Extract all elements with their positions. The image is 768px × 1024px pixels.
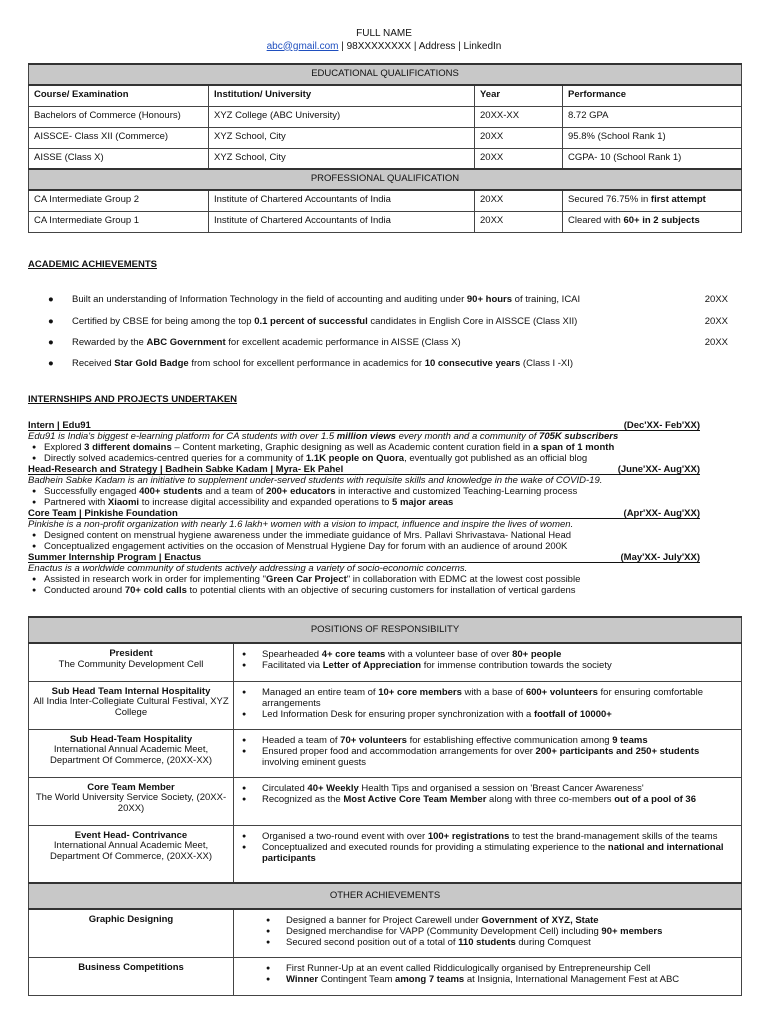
text-bold: 90+ members	[601, 926, 663, 937]
text-bold: 100+ registrations	[427, 830, 510, 842]
text: (Class I -XI)	[520, 358, 574, 369]
positions-section-header	[29, 617, 742, 643]
text-bold: 80+ people	[512, 649, 562, 660]
column-header: Institution/ University	[209, 85, 475, 106]
table-row	[29, 211, 742, 232]
table-row	[29, 148, 742, 169]
text-bold: 5 major areas	[392, 497, 454, 508]
bullet-icon: ●	[48, 337, 54, 348]
text: for establishing effective communication among	[406, 734, 613, 746]
text: Explored	[44, 442, 85, 453]
position-details	[234, 729, 742, 777]
role-dates: (May'XX- July'XX)	[620, 552, 700, 563]
position-title: Event Head- Contrivance	[74, 829, 188, 841]
internships-list	[28, 420, 700, 596]
text: candidates in English Core in AISSCE (Class XII)	[367, 316, 578, 327]
position-org: International Annual Academic Meet, Department Of Commerce, (20XX-XX)	[49, 840, 213, 863]
text: " in collaboration with EDMC at the lowest cost possible	[346, 574, 581, 585]
text: to test the brand-management skills of the teams	[509, 830, 718, 842]
text: every month and a community of	[395, 431, 540, 442]
text: Recognized as the	[262, 793, 344, 805]
contact-line	[0, 41, 768, 53]
professional-section-header	[29, 169, 742, 190]
list-item	[240, 831, 735, 842]
internship-point	[28, 585, 700, 596]
text: Contingent Team	[318, 973, 396, 985]
table-row	[29, 106, 742, 127]
achievement-year: 20XX	[704, 316, 728, 327]
position-title: President	[109, 648, 153, 659]
internship-point	[28, 497, 700, 508]
table-cell: CA Intermediate Group 1	[29, 211, 209, 232]
text-bold: Government of XYZ, State	[481, 915, 599, 926]
text: Rewarded by the	[72, 337, 147, 348]
position-row	[29, 681, 742, 729]
other-row	[29, 957, 742, 995]
list-item	[240, 649, 735, 660]
role-title: Head-Research and Strategy | Badhein Sabke Kadam | Myra- Ek Pahel	[28, 464, 344, 475]
text-bold: 0.1 percent of successful	[254, 316, 368, 327]
other-category: Business Competitions	[78, 961, 184, 973]
text-bold: 70+ volunteers	[340, 734, 407, 746]
text-bold: 10+ core members	[378, 686, 462, 698]
other-row	[29, 909, 742, 957]
position-row	[29, 825, 742, 883]
academic-achievements-title: ACADEMIC ACHIEVEMENTS	[28, 259, 157, 270]
position-title: Sub Head Team Internal Hospitality	[51, 685, 211, 697]
table-cell: 20XX	[475, 190, 563, 211]
text: during Comquest	[515, 937, 591, 948]
text: Headed a team of	[262, 734, 341, 746]
resume-header	[0, 0, 768, 52]
text: from school for excellent performance in academics for	[188, 358, 425, 369]
text: , eventually got published as an official blog	[404, 453, 588, 464]
other-title-cell	[29, 909, 234, 957]
text-bold: 200+ participants and 250+ students	[535, 745, 700, 757]
position-title: Core Team Member	[87, 781, 175, 793]
text: for excellent academic performance in AISSE (Class X)	[225, 337, 461, 348]
full-name: FULL NAME	[356, 28, 412, 39]
text: Conceptualized and executed rounds for providing a stimulating experience to the	[262, 841, 608, 853]
text-bold: Green Car Project	[265, 574, 347, 585]
internship-role	[28, 464, 700, 475]
list-item	[240, 915, 735, 926]
list-item	[240, 660, 735, 671]
internships-title: INTERNSHIPS AND PROJECTS UNDERTAKEN	[28, 394, 238, 405]
bullet-icon: ●	[48, 358, 54, 369]
table-cell: 20XX	[475, 148, 563, 169]
text: – Content marketing, Graphic designing as well as Academic content curation field in	[171, 442, 533, 453]
text-bold: ABC Government	[146, 337, 226, 348]
position-title-cell	[29, 681, 234, 729]
perf-bold: first attempt	[650, 194, 706, 206]
position-title-cell	[29, 643, 234, 681]
text: to increase digital accessibility and expanded operations to	[139, 497, 393, 508]
bullet-icon: ●	[48, 316, 54, 327]
position-title: Sub Head-Team Hospitality	[69, 733, 193, 745]
text: Ensured proper food and accommodation arrangements for over	[262, 745, 536, 757]
position-org: All India Inter-Collegiate Cultural Festival, XYZ College	[33, 696, 229, 719]
table-cell: Institute of Chartered Accountants of India	[209, 211, 475, 232]
education-section-header	[29, 64, 742, 85]
text-bold: 3 different domains	[84, 442, 172, 453]
text: Circulated	[262, 782, 308, 794]
text: Built an understanding of Information Technology in the field of accounting and auditing under	[72, 294, 467, 305]
internship-role	[28, 508, 700, 519]
position-row	[29, 729, 742, 777]
role-dates: (Apr'XX- Aug'XX)	[623, 508, 700, 519]
text-bold: 90+ hours	[466, 294, 513, 305]
internship-description: Badhein Sabke Kadam is an initiative to supplement under-served students with requisite skills and knowledge in the wake of COVID-19.	[28, 475, 603, 486]
text-bold: 600+ volunteers	[525, 686, 598, 698]
other-details	[234, 957, 742, 995]
internship-point	[28, 453, 700, 464]
perf-text: Secured 76.75% in	[568, 194, 651, 206]
internship-description: Enactus is a worldwide community of students actively addressing a variety of socio-economic concerns.	[28, 563, 468, 574]
position-org: International Annual Academic Meet, Department Of Commerce, (20XX-XX)	[49, 744, 213, 767]
text: Secured second position out of a total of	[286, 937, 459, 948]
position-row	[29, 643, 742, 681]
text: Organised a two-round event with over	[262, 830, 428, 842]
text: to potential clients with an objective of securing customers for installation of vertical gardens	[186, 585, 576, 596]
other-section-header	[29, 883, 742, 909]
text-bold: 705K subscribers	[539, 431, 619, 442]
position-details	[234, 681, 742, 729]
position-details	[234, 643, 742, 681]
position-title-cell	[29, 777, 234, 825]
text-bold: Most Active Core Team Member	[343, 793, 487, 805]
text-bold: 110 students	[458, 937, 516, 948]
position-title-cell	[29, 729, 234, 777]
table-cell: AISSE (Class X)	[29, 148, 209, 169]
role-title: Intern | Edu91	[28, 420, 91, 431]
list-item	[240, 842, 735, 864]
list-item	[240, 963, 735, 974]
list-item	[240, 794, 735, 805]
table-cell: XYZ College (ABC University)	[209, 106, 475, 127]
column-header: Course/ Examination	[29, 85, 209, 106]
text-bold: footfall of 10000+	[533, 708, 612, 720]
text: involving eminent guests	[262, 756, 367, 768]
text: Facilitated via	[262, 660, 323, 671]
internship-description	[28, 431, 700, 442]
other-category: Graphic Designing	[88, 914, 174, 925]
list-item	[240, 926, 735, 937]
list-item	[240, 709, 735, 720]
text: and a team of	[202, 486, 267, 497]
table-cell: XYZ School, City	[209, 148, 475, 169]
achievement-year: 20XX	[704, 337, 728, 348]
internship-role	[28, 420, 700, 431]
text-bold: a span of 1 month	[532, 442, 615, 453]
table-row	[29, 127, 742, 148]
position-row	[29, 777, 742, 825]
text-bold: Star Gold Badge	[114, 358, 189, 369]
list-item	[240, 783, 735, 794]
text: in interactive and customized Teaching-Learning process	[335, 486, 578, 497]
table-cell: Institute of Chartered Accountants of India	[209, 190, 475, 211]
role-title: Summer Internship Program | Enactus	[28, 552, 202, 563]
text-bold: among 7 teams	[395, 973, 465, 985]
perf-text: Cleared with	[568, 215, 624, 227]
list-item	[240, 937, 735, 948]
bullet-icon: ●	[48, 294, 54, 305]
text: Received	[72, 358, 115, 369]
list-item	[240, 735, 735, 746]
role-title: Core Team | Pinkishe Foundation	[28, 508, 178, 519]
table-row	[29, 190, 742, 211]
text: Directly solved academics-centred queries for a community of	[44, 453, 306, 464]
other-title: OTHER ACHIEVEMENTS	[29, 883, 742, 909]
table-cell: 95.8% (School Rank 1)	[563, 127, 742, 148]
role-dates: (Dec'XX- Feb'XX)	[623, 420, 700, 431]
column-header: Year	[475, 85, 563, 106]
text: Conducted around	[44, 585, 125, 596]
internship-point	[28, 442, 700, 453]
table-cell	[563, 211, 742, 232]
table-cell: AISSCE- Class XII (Commerce)	[29, 127, 209, 148]
text-bold: 200+ educators	[266, 486, 336, 497]
text-bold: Winner	[286, 973, 319, 985]
table-cell: 20XX	[475, 127, 563, 148]
text: Spearheaded	[262, 649, 322, 660]
internship-point: ● Conceptualized engagement activities on the occasion of Menstrual Hygiene Day for forum with an audience of around 200K	[28, 541, 700, 552]
text-bold: 10 consecutive years	[424, 358, 521, 369]
internship-point	[28, 486, 700, 497]
role-dates: (June'XX- Aug'XX)	[617, 464, 700, 475]
text: for immense contribution towards the society	[421, 660, 612, 671]
table-cell: Bachelors of Commerce (Honours)	[29, 106, 209, 127]
table-cell: CGPA- 10 (School Rank 1)	[563, 148, 742, 169]
text: at Insignia, International Management Fest at ABC	[464, 973, 680, 985]
text-bold: 9 teams	[612, 734, 648, 746]
table-cell: 8.72 GPA	[563, 106, 742, 127]
internship-point: ● Designed content on menstrual hygiene awareness under the immediate guidance of Mrs. Pallavi Shrivastava- National Head	[28, 530, 700, 541]
text-bold: million views	[336, 431, 396, 442]
position-details	[234, 777, 742, 825]
text: Successfully engaged	[44, 486, 140, 497]
text-bold: 400+ students	[139, 486, 203, 497]
text: Certified by CBSE for being among the top	[72, 316, 255, 327]
text: along with three co-members	[486, 793, 615, 805]
list-item	[240, 687, 735, 709]
text-bold: out of a pool of 36	[614, 793, 697, 805]
text: Designed merchandise for VAPP (Community Development Cell) including	[286, 926, 602, 937]
text: with a base of	[461, 686, 526, 698]
text: Designed a banner for Project Carewell under	[286, 915, 482, 926]
text: Assisted in research work in order for implementing "	[44, 574, 266, 585]
internship-role	[28, 552, 700, 563]
professional-title: PROFESSIONAL QUALIFICATION	[29, 169, 742, 190]
perf-bold: 60+ in 2 subjects	[623, 215, 700, 227]
position-title-cell	[29, 825, 234, 883]
other-title-cell	[29, 957, 234, 995]
table-cell: XYZ School, City	[209, 127, 475, 148]
text-bold: 1.1K people on Quora	[305, 453, 405, 464]
table-cell: 20XX	[475, 211, 563, 232]
text: First Runner-Up at an event called Riddiculogically organised by Entrepreneurship Cell	[286, 962, 651, 974]
achievement-year: 20XX	[704, 294, 728, 305]
positions-title: POSITIONS OF RESPONSIBILITY	[29, 617, 742, 643]
position-org: The Community Development Cell	[58, 658, 204, 670]
text: Partnered with	[44, 497, 108, 508]
positions-table	[28, 616, 742, 996]
text-bold: 4+ core teams	[321, 649, 386, 660]
contact-details: | 98XXXXXXXX | Address | LinkedIn	[338, 40, 502, 52]
column-header: Performance	[563, 85, 742, 106]
education-title: EDUCATIONAL QUALIFICATIONS	[29, 64, 742, 85]
text-bold: 40+ Weekly	[307, 782, 359, 794]
text: for ensuring comfortable arrangements	[262, 686, 703, 709]
email-link[interactable]: abc@gmail.com	[266, 40, 339, 52]
education-table	[28, 63, 742, 233]
other-details	[234, 909, 742, 957]
list-item	[240, 746, 735, 768]
position-org: The World University Service Society, (20XX-20XX)	[35, 792, 227, 815]
internship-description: Pinkishe is a non-profit organization with nearly 1.6 lakh+ women with a vision to impact, influence and inspire the lives of women.	[28, 519, 574, 530]
text-bold: national and international participants	[262, 841, 724, 864]
text-bold: Xiaomi	[107, 497, 140, 508]
education-column-headers	[29, 85, 742, 106]
table-cell	[563, 190, 742, 211]
internship-point	[28, 574, 700, 585]
text-bold: Letter of Appreciation	[322, 660, 422, 671]
text-bold: 70+ cold calls	[124, 585, 187, 596]
text: Managed an entire team of	[262, 686, 379, 698]
text: Led Information Desk for ensuring proper synchronization with a	[262, 708, 534, 720]
list-item	[240, 974, 735, 985]
text: with a volunteer base of over	[385, 649, 513, 660]
position-details	[234, 825, 742, 883]
table-cell: 20XX-XX	[475, 106, 563, 127]
table-cell: CA Intermediate Group 2	[29, 190, 209, 211]
text: Edu91 is India's biggest e-learning platform for CA students with over 1.5	[28, 431, 337, 442]
text: Health Tips and organised a session on 'Breast Cancer Awareness'	[358, 782, 644, 794]
text: of training, ICAI	[512, 294, 581, 305]
